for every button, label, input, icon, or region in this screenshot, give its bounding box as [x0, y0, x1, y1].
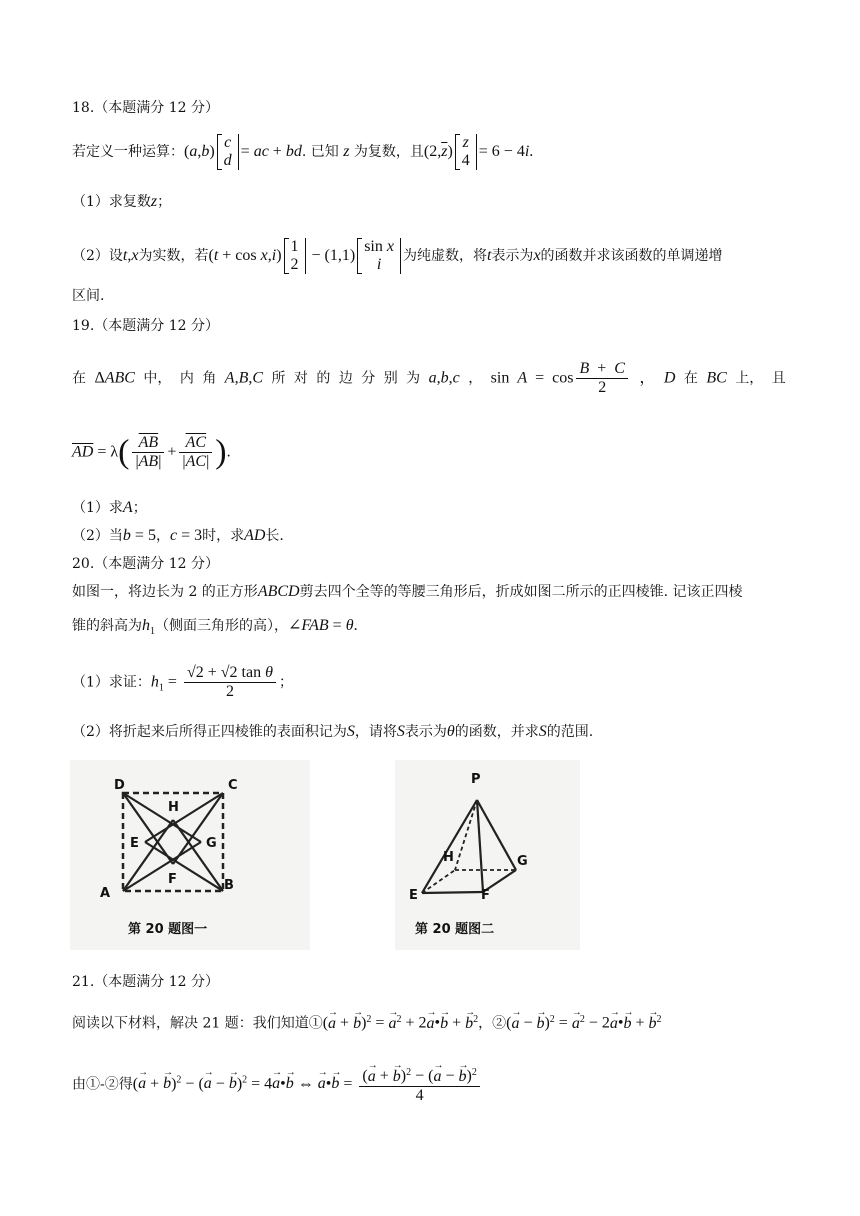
q19-intro-f: 在 — [683, 370, 698, 387]
q20-part1: （1）求证：$h_1$ = $\frac{\text{√2 + √2 tan θ}}{2}$ ； — [72, 664, 293, 700]
q19-vector-eq: $\overline{AD} = \lambda$( $\frac{\overline{AB}}{|\overline{AB}|}$ + $\frac{\overline{AC}}{|\overline{AC}|}$ ). — [72, 433, 231, 471]
q19-intro: 在 ΔABC 中， 内 角 A,B,C 所 对 的 边 分 别 为 a,b,c ， sin A = cos $\frac{B + C}{2}$ ， D 在 BC 上， 且 — [72, 360, 786, 396]
fig2-label-E: E — [409, 888, 418, 903]
fig1-label-H: H — [168, 800, 179, 815]
q20-part1-label: （1）求证： — [72, 674, 151, 691]
q20-part2-c: 表示为 — [404, 724, 447, 740]
q18-intro: 若定义一种运算：(a,b) c d = ac + bd. 已知 z 为复数，且$(2,\overline{z})$ z 4 = 6 − 4i. — [72, 134, 534, 169]
q18-intro-mid: . 已知 — [301, 144, 339, 160]
q20-line1: 如图一，将边长为 2 的正方形ABCD剪去四个全等的等腰三角形后，折成如图二所示的正四棱锥. 记该正四棱 — [72, 583, 743, 600]
q21-line2: 由①-②得(a → + b →)$^2$ − (a → − b →)$^2$ = 4a →•b → ⇔ a →•b → = $\frac{(a \to + b \to)^2 - (a \to - b \to)^2}{4}$ — [72, 1064, 483, 1105]
q19-part2-d: 长. — [265, 528, 284, 544]
q19-header: 19.（本题满分 12 分） — [72, 318, 219, 334]
q19-part2-a: （2）当 — [72, 528, 123, 544]
q20-header: 20.（本题满分 12 分） — [72, 556, 219, 572]
fig2-caption: 第 20 题图二 — [415, 922, 495, 937]
fig1-caption: 第 20 题图一 — [128, 922, 208, 937]
q19-intro-a: 在 — [72, 370, 86, 387]
q18-part1-label: （1）求复数 — [72, 194, 151, 210]
q20-part2-e: 的范围. — [546, 724, 594, 740]
fig1-label-G: G — [206, 836, 217, 851]
q21-line1: 阅读以下材料，解决 21 题：我们知道①(a → + b →)$^2$ = a →$^2$ + 2a →•b → + b →$^2$，②(a → − b →)$^2$ = a →$^2$ − 2a →•b → + b →$^2$ — [72, 1010, 662, 1034]
q20-line2-a: 锥的斜高为 — [72, 618, 142, 634]
q20-figure2 — [395, 760, 580, 950]
q18-part2-cont: 区间. — [72, 288, 105, 304]
q18-part1: （1）求复数z； — [72, 193, 172, 210]
q19-part2-c: 时，求 — [202, 528, 245, 544]
fig2-label-P: P — [471, 772, 481, 787]
q20-part2-b: ，请将 — [354, 724, 397, 740]
q18-part2-mid: 为实数，若 — [138, 248, 209, 264]
q19-intro-h: 且 — [771, 370, 786, 387]
q20-line2-b: （侧面三角形的高）， — [155, 618, 288, 634]
q20-line2: 锥的斜高为$h_1$（侧面三角形的高），∠FAB = θ. — [72, 617, 358, 637]
q19-intro-b: 中， — [143, 370, 172, 387]
q21-line1-b: ，② — [478, 1015, 507, 1032]
fig2-label-F: F — [481, 888, 490, 903]
q18-part2-label: （2）设 — [72, 248, 123, 264]
q20-figure1 — [70, 760, 310, 950]
fig1-label-E: E — [130, 836, 139, 851]
fig1-label-C: C — [228, 778, 238, 793]
fig1-label-B: B — [224, 878, 234, 893]
q19-intro-g: 上， — [735, 370, 764, 387]
q18-part2: （2）设t,x为实数，若(t + cos x,i) 1 2 − (1,1) sin x i 为纯虚数，将t表示为x的函数并求该函数的单调递增 — [72, 238, 723, 273]
q19-part2: （2）当b = 5，c = 3时，求AD长. — [72, 527, 284, 544]
q20-line1-b: 剪去四个全等的等腰三角形后，折成如图二所示的正四棱锥. 记该正四棱 — [299, 584, 743, 600]
q19-intro-e: ， — [468, 370, 483, 387]
q21-header: 21.（本题满分 12 分） — [72, 974, 219, 990]
fig2-label-H: H — [443, 850, 454, 865]
q21-line1-a: 阅读以下材料，解决 21 题：我们知道① — [72, 1015, 323, 1032]
q21-line2-a: 由①-②得 — [72, 1076, 133, 1093]
fig1-label-A: A — [100, 886, 111, 901]
q19-intro-d: 所 对 的 边 分 别 为 — [271, 370, 421, 387]
q18-part2-tail2: 表示为 — [491, 248, 534, 264]
q19-part1-label: （1）求 — [72, 500, 123, 516]
fig2-label-G: G — [517, 854, 528, 869]
q18-header: 18.（本题满分 12 分） — [72, 100, 219, 116]
q18-part2-tail: 为纯虚数，将 — [402, 248, 487, 264]
q19-intro-c: 内 角 — [179, 370, 217, 387]
q20-part2: （2）将折起来后所得正四棱锥的表面积记为S，请将S表示为θ的函数，并求S的范围. — [72, 723, 594, 740]
q18-intro-mid2: 为复数，且 — [353, 144, 424, 160]
q19-part1: （1）求A； — [72, 499, 147, 516]
q20-part2-a: （2）将折起来后所得正四棱锥的表面积记为 — [72, 724, 347, 740]
q19-part2-b: ， — [155, 528, 170, 544]
q20-line1-a: 如图一，将边长为 2 的正方形 — [72, 584, 258, 600]
q20-part2-d: 的函数，并求 — [454, 724, 539, 740]
q18-part2-tail3: 的函数并求该函数的单调递增 — [540, 248, 723, 264]
q18-intro-prefix: 若定义一种运算： — [72, 144, 184, 160]
fig1-label-F: F — [168, 872, 177, 887]
fig1-label-D: D — [114, 778, 125, 793]
